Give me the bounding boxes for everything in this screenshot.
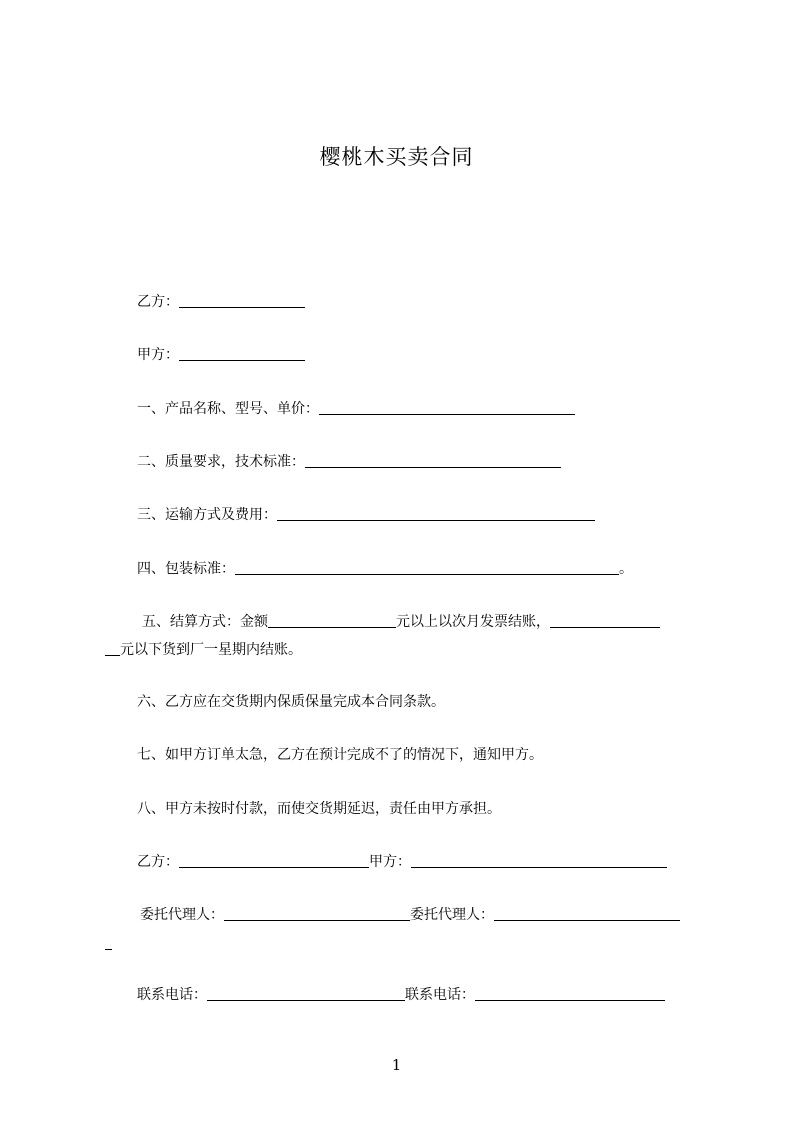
agent-a-blank-cont[interactable] [105,935,112,950]
sign-party-a-label: 甲方： [369,854,411,870]
party-a-line [137,345,305,365]
agent-line-continued [105,934,112,954]
clause-8: 八、甲方未按时付款，而使交货期延迟，责任由甲方承担。 [137,801,501,817]
sign-party-b-blank[interactable] [179,853,369,868]
party-b-label: 乙方： [137,294,179,310]
party-b-blank[interactable] [179,293,305,308]
party-b-line [137,292,305,312]
clause-3-blank[interactable] [277,506,595,521]
clause-5 [142,612,660,632]
signature-line [137,852,667,872]
clause-4-blank[interactable] [235,560,619,575]
agent-line [140,905,680,925]
clause-4 [137,559,633,579]
phone-a-blank[interactable] [475,986,665,1001]
sign-party-b-label: 乙方： [137,854,179,870]
clause-5-amount2-blank[interactable] [550,613,660,628]
phone-b-label: 联系电话： [137,987,207,1003]
clause-4-end: 。 [619,561,633,577]
clause-5-text: 元以上以次月发票结账， [396,614,550,630]
party-a-blank[interactable] [179,346,305,361]
clause-1-blank[interactable] [319,400,575,415]
clause-5-amount2-blank-cont[interactable] [105,641,120,656]
clause-4-label: 四、包装标准： [137,561,235,577]
clause-5-continued [105,640,302,660]
clause-3 [137,505,595,525]
clause-6: 六、乙方应在交货期内保质保量完成本合同条款。 [137,694,445,710]
page-number: 1 [391,1056,402,1074]
clause-1-label: 一、产品名称、型号、单价： [137,401,319,417]
clause-5-amount-blank[interactable] [268,613,396,628]
clause-2-label: 二、质量要求，技术标准： [137,454,305,470]
clause-5-label: 五、结算方式：金额 [142,614,268,630]
party-a-label: 甲方： [137,347,179,363]
phone-b-blank[interactable] [207,986,405,1001]
phone-line [137,985,665,1005]
clause-2-blank[interactable] [305,453,561,468]
sign-party-a-blank[interactable] [411,853,667,868]
clause-7: 七、如甲方订单太急，乙方在预计完成不了的情况下，通知甲方。 [137,747,543,763]
agent-b-label: 委托代理人： [140,907,224,923]
phone-a-label: 联系电话： [405,987,475,1003]
agent-a-label: 委托代理人： [410,907,494,923]
page-title: 樱桃木买卖合同 [319,145,474,169]
clause-3-label: 三、运输方式及费用： [137,507,277,523]
agent-b-blank[interactable] [224,906,410,921]
clause-1 [137,399,575,419]
clause-5-tail: 元以下货到厂一星期内结账。 [120,642,302,658]
clause-2 [137,452,561,472]
agent-a-blank[interactable] [494,906,680,921]
